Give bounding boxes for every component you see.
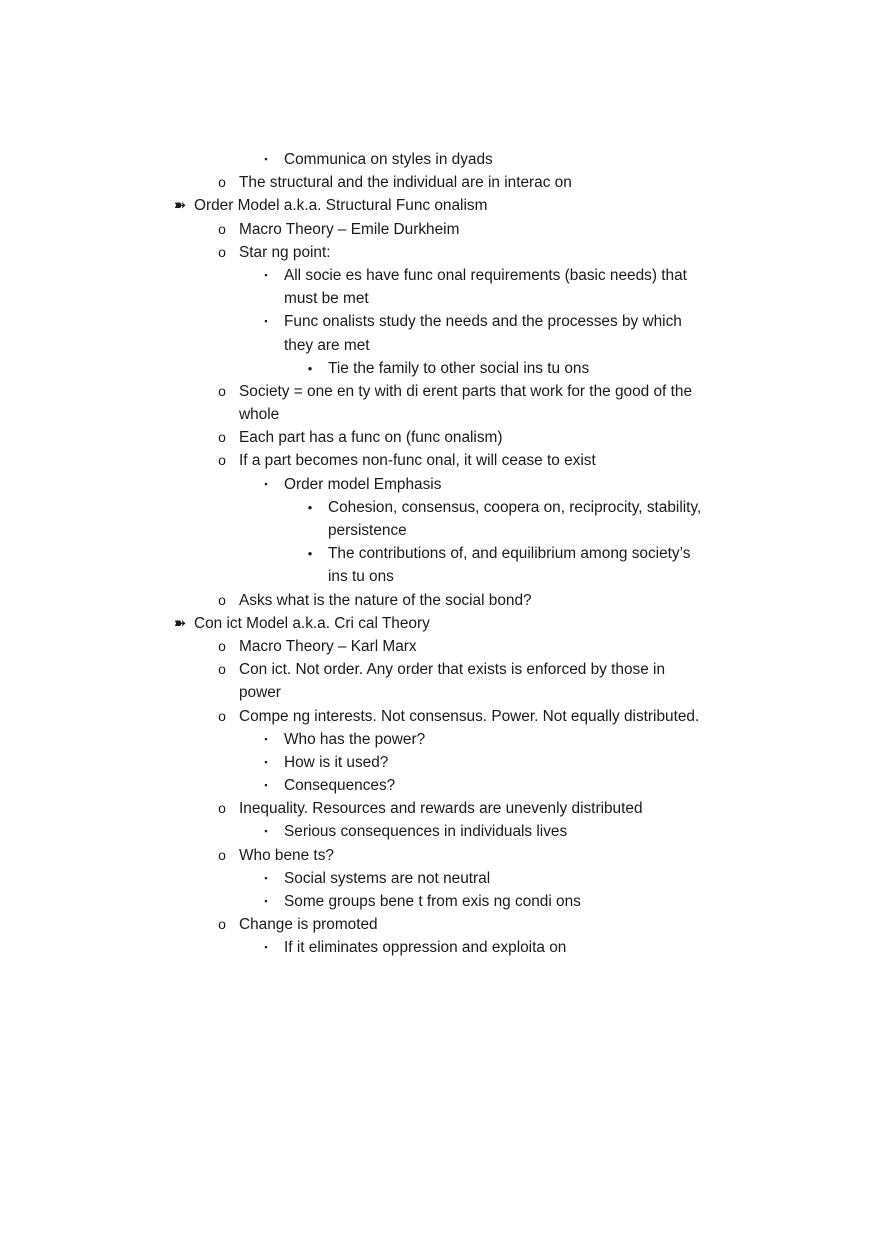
outline-text: Asks what is the nature of the social bond?	[239, 591, 532, 609]
arrow-bullet-icon: ➽	[173, 614, 187, 632]
outline-text: Cohesion, consensus, coopera on, reciprocity, stability,	[328, 498, 702, 516]
circle-bullet-icon: o	[218, 846, 226, 863]
outline-line-level-3	[0, 867, 880, 890]
document-page	[0, 148, 880, 960]
outline-line-level-4	[0, 519, 880, 542]
circle-bullet-icon: o	[218, 800, 226, 817]
outline-text: Society = one en ty with di erent parts that work for the good of the	[239, 382, 693, 400]
outline-line-level-4	[0, 565, 880, 588]
outline-line-level-3	[0, 936, 880, 959]
square-bullet-icon: ▪	[264, 942, 268, 953]
outline-text: Star ng point:	[239, 243, 331, 261]
outline-text: must be met	[284, 290, 369, 308]
outline-line-level-3	[0, 774, 880, 797]
outline-text: whole	[239, 406, 280, 424]
circle-bullet-icon: o	[218, 707, 226, 724]
outline-text: Some groups bene t from exis ng condi ons	[284, 893, 581, 910]
outline-line-level-2	[0, 705, 880, 728]
dot-bullet-icon: •	[307, 499, 313, 515]
outline-line-level-4	[0, 357, 880, 380]
outline-text: Compe ng interests. Not consensus. Power. Not equally distributed.	[239, 707, 700, 725]
outline-text: Consequences?	[284, 777, 396, 795]
outline-line-level-2	[0, 589, 880, 612]
outline-line-level-3	[0, 287, 880, 310]
outline-line-level-2	[0, 913, 880, 936]
circle-bullet-icon: o	[218, 591, 226, 608]
outline-line-level-3	[0, 473, 880, 496]
outline-line-level-4	[0, 542, 880, 565]
arrow-bullet-icon: ➽	[173, 197, 187, 215]
outline-line-level-2	[0, 171, 880, 194]
square-bullet-icon: ▪	[264, 316, 268, 327]
outline-line-level-2	[0, 658, 880, 681]
outline-line-level-3	[0, 820, 880, 843]
outline-line-level-3	[0, 334, 880, 357]
outline-line-level-3	[0, 751, 880, 774]
outline-text: The contributions of, and equilibrium among society’s	[328, 545, 691, 563]
outline-text: Social systems are not neutral	[284, 869, 491, 887]
outline-line-level-3	[0, 264, 880, 287]
outline-text: If it eliminates oppression and exploita on	[284, 939, 567, 957]
square-bullet-icon: ▪	[264, 826, 268, 837]
square-bullet-icon: ▪	[264, 872, 268, 883]
circle-bullet-icon: o	[218, 661, 226, 678]
outline-line-level-2	[0, 635, 880, 658]
outline-text: Con ict Model a.k.a. Cri cal Theory	[194, 614, 430, 632]
outline-line-level-2	[0, 797, 880, 820]
outline-text: Communica on styles in dyads	[284, 151, 493, 168]
outline-text: they are met	[284, 336, 370, 354]
square-bullet-icon: ▪	[264, 478, 268, 489]
outline-text: Func onalists study the needs and the processes by which	[284, 313, 682, 331]
outline-text: Con ict. Not order. Any order that exists is enforced by those in	[239, 661, 666, 679]
square-bullet-icon: ▪	[264, 269, 268, 280]
dot-bullet-icon: •	[307, 360, 313, 376]
outline-line-level-4	[0, 496, 880, 519]
circle-bullet-icon: o	[218, 429, 226, 446]
outline-line-level-1	[0, 194, 880, 217]
outline-line-level-2	[0, 218, 880, 241]
outline-line-level-2	[0, 681, 880, 704]
outline-text: All socie es have func onal requirements (basic needs) that	[284, 266, 687, 284]
outline-text: Macro Theory – Emile Durkheim	[239, 220, 460, 238]
circle-bullet-icon: o	[218, 382, 226, 399]
outline-text: Each part has a func on (func onalism)	[239, 429, 503, 447]
square-bullet-icon: ▪	[264, 756, 268, 767]
square-bullet-icon: ▪	[264, 733, 268, 744]
outline-text: Inequality. Resources and rewards are unevenly distributed	[239, 800, 643, 818]
outline-text: Order Model a.k.a. Structural Func onalism	[194, 197, 488, 215]
outline-text: Serious consequences in individuals lives	[284, 823, 568, 841]
dot-bullet-icon: •	[307, 546, 313, 562]
square-bullet-icon: ▪	[264, 154, 268, 164]
outline-line-level-3	[0, 890, 880, 913]
outline-line-level-1	[0, 612, 880, 635]
circle-bullet-icon: o	[218, 637, 226, 654]
outline-line-level-2	[0, 403, 880, 426]
square-bullet-icon: ▪	[264, 896, 268, 906]
circle-bullet-icon: o	[218, 243, 226, 260]
outline-line-level-3	[0, 728, 880, 751]
circle-bullet-icon: o	[218, 174, 226, 191]
circle-bullet-icon: o	[218, 220, 226, 237]
outline-line-level-2	[0, 426, 880, 449]
outline-text: power	[239, 684, 281, 702]
outline-text: Who has the power?	[284, 730, 426, 748]
outline-text: The structural and the individual are in interac on	[239, 174, 572, 192]
outline-line-level-2	[0, 241, 880, 264]
outline-text: If a part becomes non-func onal, it will cease to exist	[239, 452, 596, 470]
outline-text: Macro Theory – Karl Marx	[239, 637, 417, 655]
outline-line-level-2	[0, 380, 880, 403]
outline-text: Who bene ts?	[239, 846, 334, 864]
outline-line-level-3	[0, 310, 880, 333]
outline-line-level-3	[0, 148, 880, 171]
circle-bullet-icon: o	[218, 916, 226, 933]
square-bullet-icon: ▪	[264, 780, 268, 791]
outline-text: Tie the family to other social ins tu ons	[328, 359, 590, 377]
outline-line-level-2	[0, 449, 880, 472]
outline-text: ins tu ons	[328, 568, 394, 586]
outline-text: How is it used?	[284, 753, 389, 771]
outline-text: Order model Emphasis	[284, 475, 442, 493]
outline-text: Change is promoted	[239, 916, 378, 934]
circle-bullet-icon: o	[218, 452, 226, 469]
outline-text: persistence	[328, 522, 407, 539]
outline-line-level-2	[0, 844, 880, 867]
